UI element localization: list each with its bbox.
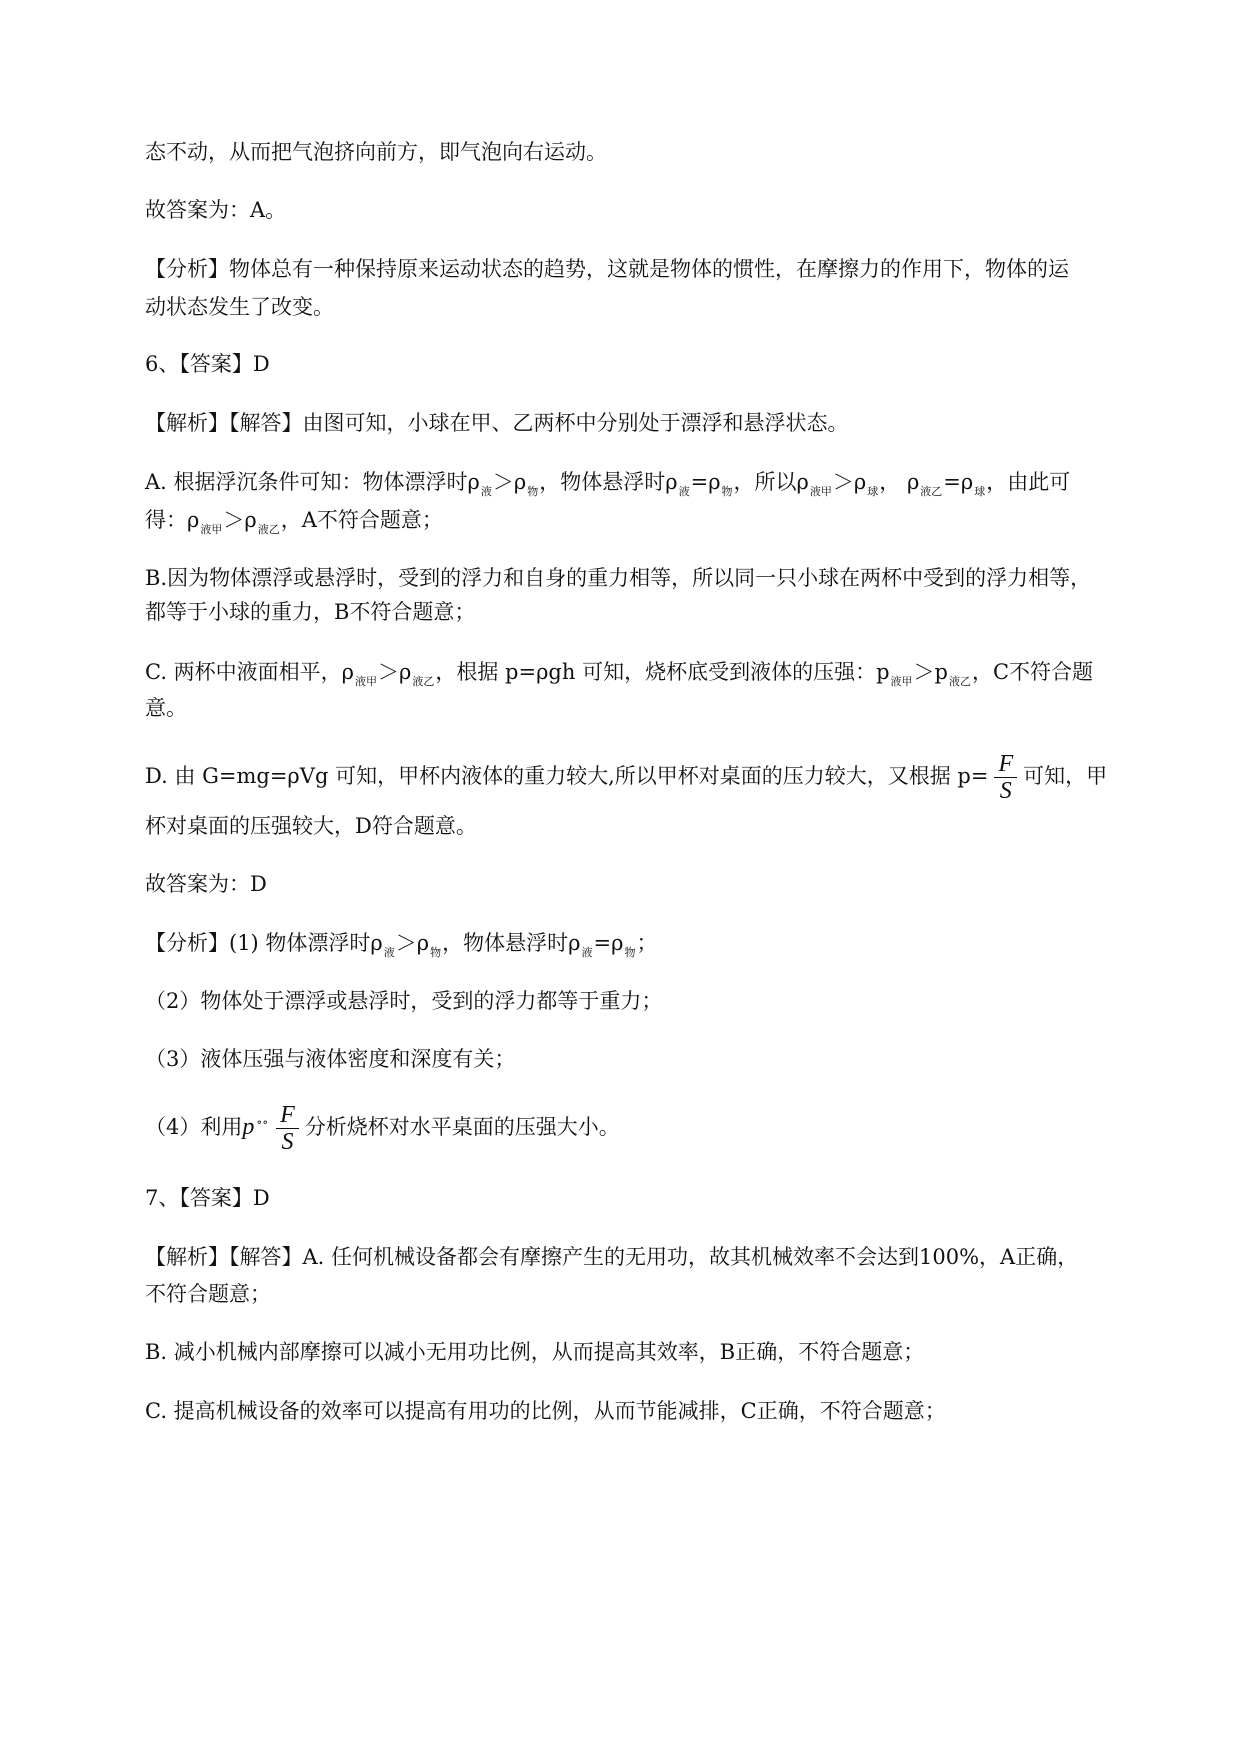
text-line: 意。 [145, 696, 187, 720]
text-line: B.因为物体漂浮或悬浮时，受到的浮力和自身的重力相等，所以同一只小球在两杯中受到的浮力相等， [145, 566, 1092, 590]
text-line: C. 提高机械设备的效率可以提高有用功的比例，从而节能减排，C正确，不符合题意； [145, 1399, 946, 1423]
fraction-numerator: F [994, 751, 1017, 778]
text-run: =ρ [690, 470, 721, 494]
subscript: 球 [867, 485, 879, 498]
text-run: ＞p [913, 660, 948, 684]
text-line: 故答案为：D [145, 872, 267, 896]
text-run: A. 根据浮沉条件可知：物体漂浮时ρ [145, 470, 480, 494]
text-run: ＞ρ [378, 660, 412, 684]
subscript: 球 [974, 485, 986, 498]
fraction-denominator: S [281, 1129, 294, 1155]
text-run: ＞ρ [223, 508, 257, 532]
subscript: 液 [383, 946, 395, 959]
subscript: 物 [721, 485, 733, 498]
fraction-numerator: F [276, 1102, 299, 1129]
text-line: 动状态发生了改变。 [145, 295, 334, 319]
subscript: 液乙 [257, 523, 280, 536]
text-run: 得：ρ [145, 508, 200, 532]
text-line: B. 减小机械内部摩擦可以减小无用功比例，从而提高其效率，B正确，不符合题意； [145, 1340, 925, 1364]
text-run: （4）利用 [145, 1115, 243, 1139]
text-line: （3）液体压强与液体密度和深度有关； [145, 1047, 516, 1071]
text-run: ＞ρ [832, 470, 867, 494]
subscript: 液甲 [809, 485, 832, 498]
text-line [145, 657, 1135, 697]
text-run: =ρ [943, 470, 974, 494]
fraction-f-over-s [994, 751, 1017, 804]
text-run: 可知，甲 [1023, 764, 1108, 788]
subscript: 液甲 [890, 675, 913, 688]
text-run: D. 由 G=mg=ρVg 可知，甲杯内液体的重力较大,所以甲杯对桌面的压力较大，又根据 p= [145, 764, 989, 788]
text-run: ，根据 p=ρgh 可知，烧杯底受到液体的压强：p [435, 660, 890, 684]
text-run: ，物体悬浮时ρ [539, 470, 678, 494]
text-line [145, 1102, 1135, 1155]
subscript: 液乙 [412, 675, 435, 688]
text-run: ，所以ρ [733, 470, 809, 494]
text-line: （2）物体处于漂浮或悬浮时，受到的浮力都等于重力； [145, 989, 663, 1013]
text-line: 【分析】物体总有一种保持原来运动状态的趋势，这就是物体的惯性，在摩擦力的作用下，物体的运 [145, 257, 1069, 281]
text-line: 不符合题意； [145, 1282, 271, 1306]
text-run: ＞ρ [492, 470, 527, 494]
subscript: 物 [430, 946, 442, 959]
text-line [145, 751, 1135, 804]
text-run: C. 两杯中液面相平，ρ [145, 660, 355, 684]
subscript: 液甲 [200, 523, 223, 536]
subscript: 液 [480, 485, 492, 498]
text-line: 【解析】【解答】由图可知，小球在甲、乙两杯中分别处于漂浮和悬浮状态。 [145, 411, 849, 435]
text-line [145, 928, 1135, 968]
text-run: ，A不符合题意； [280, 508, 443, 532]
subscript: 液乙 [920, 485, 943, 498]
text-line: 【解析】【解答】A. 任何机械设备都会有摩擦产生的无用功，故其机械效率不会达到100%，A正确， [145, 1245, 1079, 1269]
subscript: 物 [624, 946, 636, 959]
variable-p: p [242, 1114, 255, 1140]
answer-heading: 7、【答案】D [145, 1186, 270, 1210]
text-run: ，物体悬浮时ρ [442, 931, 581, 955]
fraction-f-over-s [276, 1102, 299, 1155]
formula-glyph: ∘∘ [256, 1115, 269, 1129]
text-run: 分析烧杯对水平桌面的压强大小。 [304, 1115, 620, 1139]
text-line [145, 467, 1135, 507]
text-line: 态不动，从而把气泡挤向前方，即气泡向右运动。 [145, 140, 607, 164]
text-run: ，C不符合题 [971, 660, 1094, 684]
text-line: 杯对桌面的压强较大，D符合题意。 [145, 814, 477, 838]
fraction-denominator: S [999, 778, 1012, 804]
text-line: 故答案为：A。 [145, 198, 287, 222]
answer-heading: 6、【答案】D [145, 352, 270, 376]
text-line [145, 505, 1135, 545]
text-line: 都等于小球的重力，B不符合题意； [145, 600, 476, 624]
text-run: 【分析】(1) 物体漂浮时ρ [145, 931, 383, 955]
subscript: 液乙 [948, 675, 971, 688]
subscript: 液 [581, 946, 593, 959]
subscript: 液甲 [355, 675, 378, 688]
text-run: ； [636, 931, 658, 955]
text-run: ＞ρ [395, 931, 430, 955]
subscript: 液 [678, 485, 690, 498]
text-run: ，由此可 [986, 470, 1071, 494]
subscript: 物 [527, 485, 539, 498]
text-run: =ρ [593, 931, 624, 955]
text-run: ， ρ [879, 470, 920, 494]
